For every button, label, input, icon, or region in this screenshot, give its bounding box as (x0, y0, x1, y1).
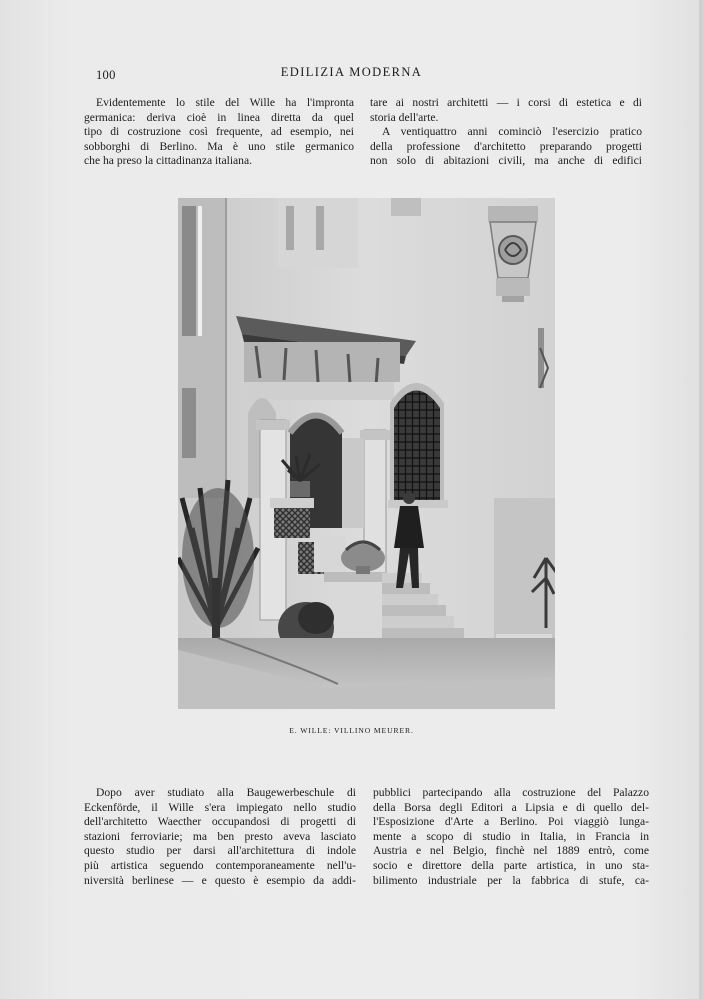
text-line: che ha preso la cittadinanza italiana. (84, 154, 253, 168)
text-line: più artistica seguendo contemporaneamente nell'u- (84, 858, 356, 872)
running-head: EDILIZIA MODERNA (280, 65, 423, 79)
text-line: della professione d'architetto preparando progetti (370, 139, 642, 153)
text-line: pubblici partecipando alla costruzione del Palazzo (373, 786, 649, 799)
text-line: Dopo aver studiato alla Baugewerbeschule di (96, 786, 356, 799)
text-column-bottom-right (373, 786, 649, 888)
page-number: 100 (96, 68, 116, 82)
text-line: A ventiquattro anni cominciò l'esercizio pratico (382, 125, 642, 139)
text-line: l'Esposizione d'Arte a Berlino. Poi viaggiò lunga- (373, 815, 649, 829)
text-line: Eckenförde, il Wille s'era impiegato nello studio (84, 800, 356, 814)
text-line: storia dell'arte. (370, 110, 439, 124)
text-line: socio e direttore della parte artistica, in uno sta- (373, 858, 649, 872)
text-line: tare ai nostri architetti — i corsi di estetica e di (370, 96, 642, 109)
text-line: bilimento industriale per la fabbrica di stufe, ca- (373, 873, 649, 887)
text-line: tipo di costruzione così frequente, ad esempio, nei (84, 125, 354, 139)
text-line: Evidentemente lo stile del Wille ha l'impronta (96, 96, 354, 109)
text-column-bottom-left (84, 786, 356, 888)
text-line: questo studio per darsi all'architettura di indole (84, 844, 356, 858)
text-line: niversità berlinese — e questo è esempio da addi- (84, 873, 356, 887)
figure-caption: E. WILLE: VILLINO MEURER. (289, 726, 414, 735)
text-line: dell'architetto Waecther occupandosi di progetti di (84, 815, 356, 829)
text-column-top-right (370, 96, 642, 169)
text-line: stazioni ferroviarie; ma ben presto aveva lasciato (84, 829, 356, 843)
villa-photograph-drawing (178, 198, 555, 709)
page-edge (699, 0, 703, 999)
text-line: germanica: deriva cioè in linea diretta da quel (84, 110, 354, 124)
text-line: della Borsa degli Editori a Lipsia e di quello del- (373, 800, 649, 814)
villa-photograph (178, 198, 555, 709)
text-line: Austria e nel Belgio, finchè nel 1889 entrò, come (373, 844, 649, 858)
text-line: non solo di abitazioni civili, ma anche di edifici (370, 154, 642, 168)
text-line: mente a scopo di studio in Italia, in Francia in (373, 829, 649, 843)
text-column-top-left (84, 96, 354, 169)
text-line: sobborghi di Berlino. Ma è uno stile germanico (84, 139, 354, 153)
